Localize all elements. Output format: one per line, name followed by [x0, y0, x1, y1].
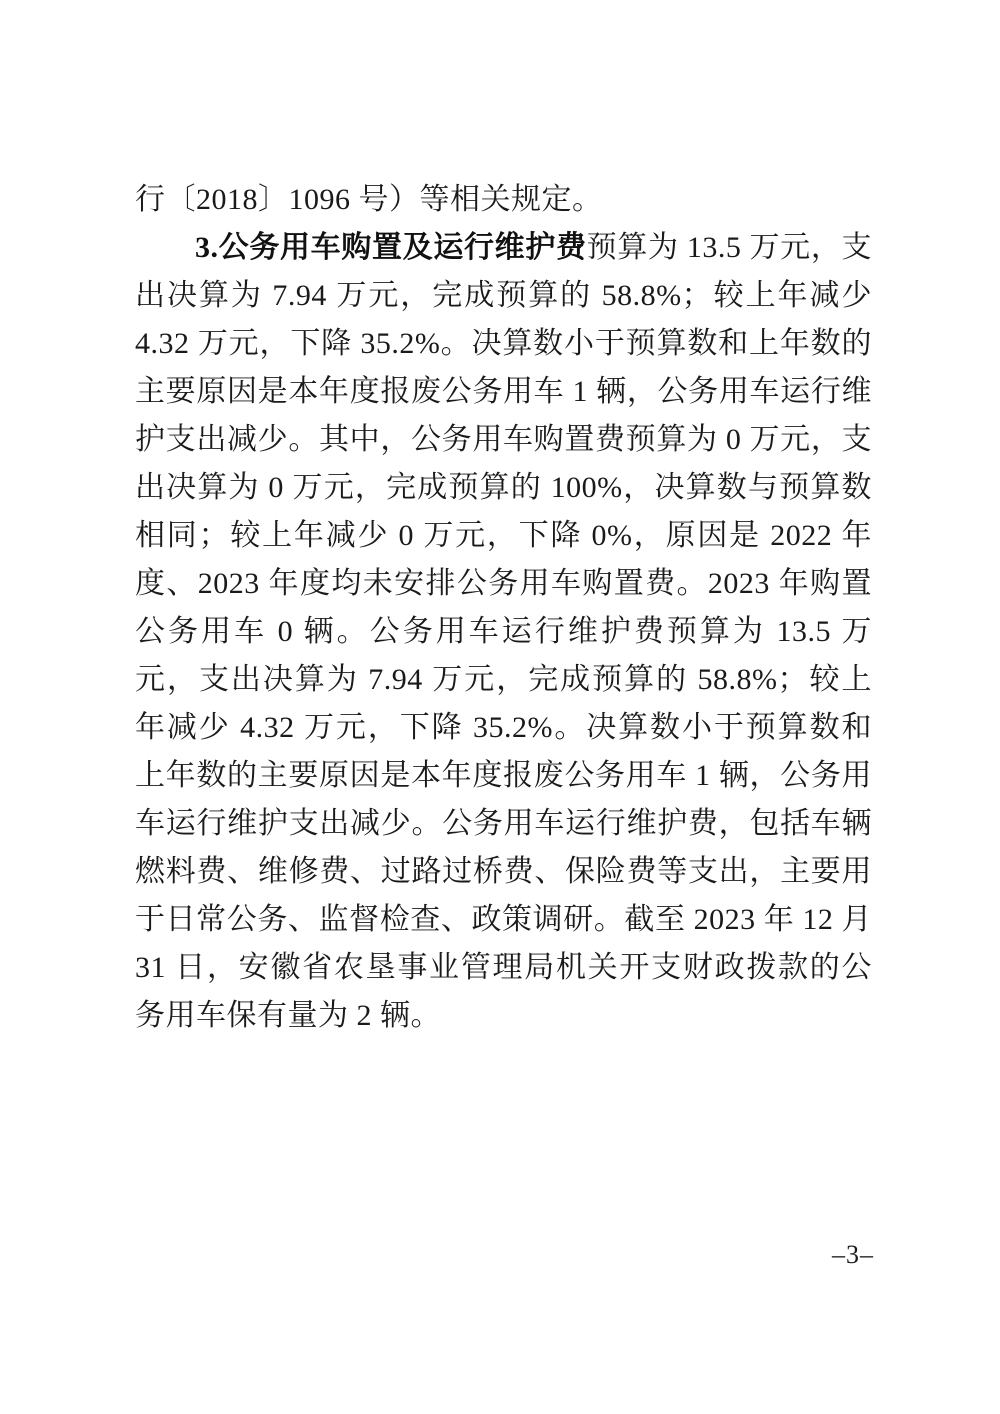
- document-body: [135, 176, 872, 1040]
- page-number: –3–: [832, 1240, 874, 1269]
- paragraph-text: 行〔2018〕1096 号）等相关规定。: [135, 183, 603, 216]
- paragraph-text: 预算为 13.5 万元，支出决算为 7.94 万元，完成预算的 58.8%；较上年减少 4.32 万元，下降 35.2%。决算数小于预算数和上年数的主要原因是本年度报废公务用车 1 辆，公务用车运行维护支出减少。其中，公务用车购置费预算为 0 万元，支出决算为 0 万元，完成预算的 100%，决算数与预算数相同；较上年减少 0 万元，下降 0%，原因是 2022 年度、2023 年度均未安排公务用车购置费。2023 年购置公务用车 0 辆。公务用车运行维护费预算为 13.5 万元，支出决算为 7.94 万元，完成预算的 58.8%；较上年减少 4.32 万元，下降 35.2%。决算数小于预算数和上年数的主要原因是本年度报废公务用车 1 辆，公务用车运行维护支出减少。公务用车运行维护费，包括车辆燃料费、维修费、过路过桥费、保险费等支出，主要用于日常公务、监督检查、政策调研。截至 2023 年 12 月 31 日，安徽省农垦事业管理局机关开支财政拨款的公务用车保有量为 2 辆。: [135, 231, 873, 1032]
- paragraph-regulation-reference: [135, 176, 872, 224]
- paragraph-vehicle-expenses: [135, 224, 872, 1040]
- inline-heading-vehicle-expenses: 3.公务用车购置及运行维护费: [195, 231, 587, 264]
